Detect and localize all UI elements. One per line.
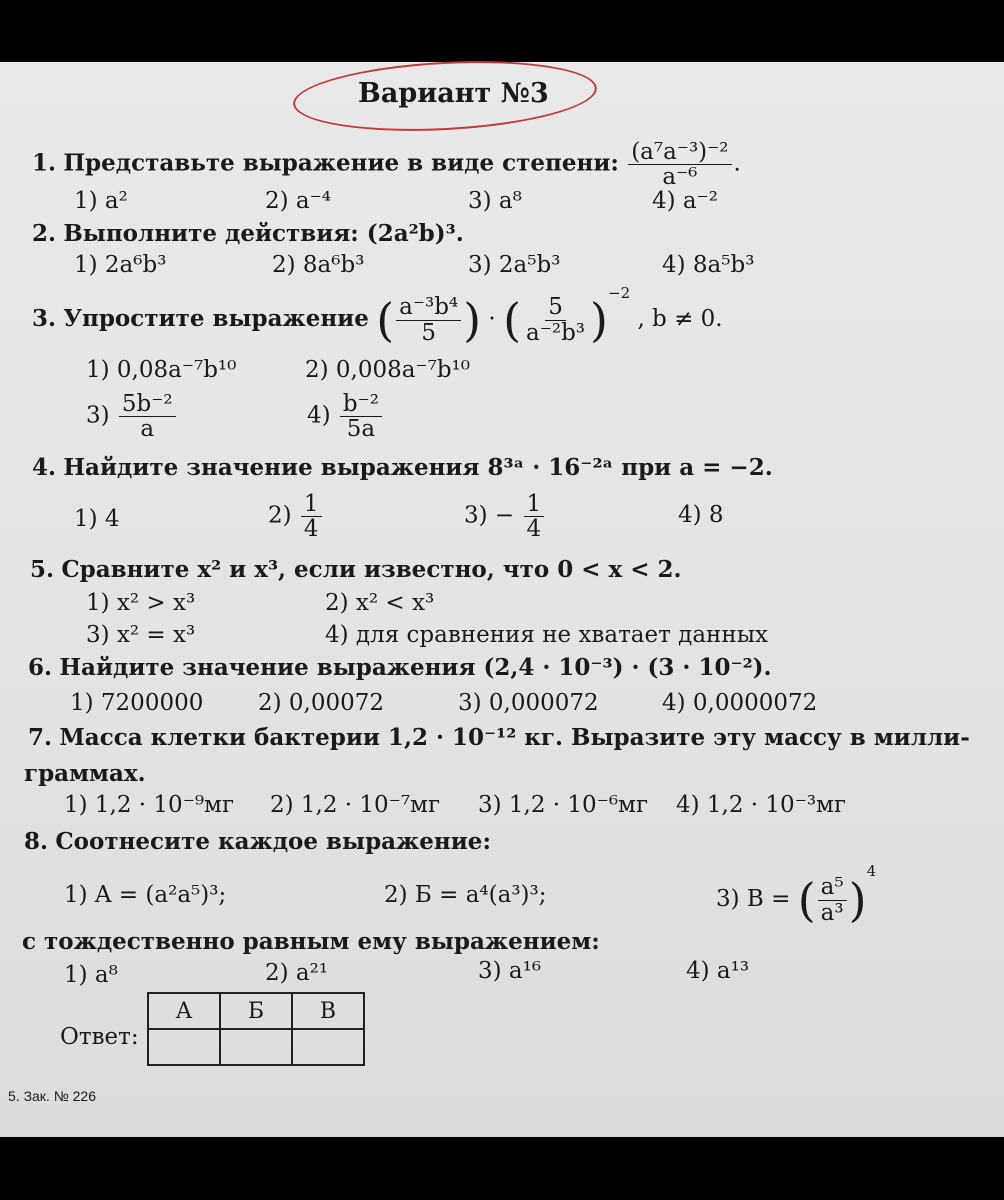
q3-exponent: −2 — [608, 284, 631, 302]
q6-option-3: 3) 0,000072 — [458, 690, 599, 716]
q1-number: 1. — [32, 149, 57, 177]
q3-f1-den: 5 — [421, 319, 436, 346]
answer-cell-v[interactable] — [292, 1029, 364, 1065]
q1-option-3: 3) a⁸ — [468, 188, 522, 214]
q3-option-3 — [86, 392, 178, 441]
question-1: 1. Представьте выражение в виде степени: $\frac{\text{(a⁷a⁻³)⁻²}}{\text{a⁻⁶}}$ . — [32, 139, 741, 191]
q6-option-2: 2) 0,00072 — [258, 690, 385, 716]
q3-text: Упростите выражение — [63, 305, 369, 332]
q6-option-1: 1) 7200000 — [70, 690, 204, 716]
q4-opt3-label: 3) − — [464, 502, 515, 529]
q8-number: 8. — [24, 828, 49, 855]
q2-option-1: 1) 2a⁶b³ — [74, 252, 167, 278]
q8-option-4: 4) a¹³ — [686, 958, 750, 984]
q5-option-4: 4) для сравнения не хватает данных — [325, 622, 768, 648]
q3-f2-den: a⁻²b³ — [526, 319, 586, 346]
q5-text: Сравните x² и x³, если известно, что 0 < x < 2. — [61, 556, 682, 583]
q7-text: Масса клетки бактерии 1,2 · 10⁻¹² кг. Выразите эту массу в милли- — [59, 724, 970, 751]
q1-text: Представьте выражение в виде степени: — [63, 149, 619, 177]
q3-opt4-label: 4) — [307, 402, 331, 429]
q3-opt3-fraction — [119, 392, 176, 441]
q8-e3-fraction — [818, 875, 847, 924]
q2-option-2: 2) 8a⁶b³ — [272, 252, 365, 278]
q7-option-1: 1) 1,2 · 10⁻⁹мг — [64, 792, 234, 818]
q3-opt4-den: 5a — [346, 416, 376, 443]
q3-fraction-1 — [396, 295, 461, 344]
q1-frac-den: a⁻⁶ — [662, 164, 698, 191]
q2-option-4: 4) 8a⁵b³ — [662, 252, 755, 278]
q8-option-2: 2) a²¹ — [265, 960, 329, 986]
q8-expression-v: 3) В = ( $\frac{\text{a⁵}}{\text{a³}}$ )$^4$ — [716, 862, 877, 927]
q5-option-1: 1) x² > x³ — [86, 590, 196, 616]
q4-opt3-fraction — [524, 492, 545, 541]
q7-text-continued: граммах. — [24, 760, 146, 787]
q3-opt3-label: 3) — [86, 402, 110, 429]
q2-number: 2. — [32, 220, 57, 247]
q5-option-3: 3) x² = x³ — [86, 622, 196, 648]
q1-fraction — [628, 140, 731, 189]
answer-header-a: А — [148, 993, 220, 1029]
q3-number: 3. — [32, 305, 57, 332]
q6-option-4: 4) 0,0000072 — [662, 690, 818, 716]
question-8 — [24, 828, 491, 855]
answer-table-header-row — [148, 993, 364, 1029]
q3-opt3-num: 5b⁻² — [119, 392, 176, 417]
page-title: Вариант №3 — [358, 78, 549, 109]
answer-label: Ответ: — [60, 1024, 139, 1050]
worksheet-page — [0, 62, 1004, 1137]
q5-option-2: 2) x² < x³ — [325, 590, 435, 616]
q3-f1-num: a⁻³b⁴ — [396, 295, 461, 320]
q6-number: 6. — [28, 654, 53, 681]
q8-expression-a: 1) A = (a²a⁵)³; — [64, 882, 227, 908]
q8-option-3: 3) a¹⁶ — [478, 958, 542, 984]
question-3: 3. Упростите выражение ( $\frac{\text{a⁻³b⁴}}{5}$ ) · ( $\frac{5}{\text{a⁻²b³}}$ )$^{-2}$ , b ≠ 0. — [32, 284, 723, 347]
q2-option-3: 3) 2a⁵b³ — [468, 252, 561, 278]
q3-option-1: 1) 0,08a⁻⁷b¹⁰ — [86, 357, 237, 383]
q3-f2-num: 5 — [545, 295, 566, 320]
q4-option-2 — [268, 492, 324, 541]
answer-table-input-row — [148, 1029, 364, 1065]
q1-option-1: 1) a² — [74, 188, 128, 214]
q8-e3-num: a⁵ — [818, 875, 847, 900]
question-7 — [28, 724, 970, 751]
question-6 — [28, 654, 772, 681]
q8-text-continued: с тождественно равным ему выражением: — [22, 928, 600, 955]
q3-option-4 — [307, 392, 384, 441]
question-4 — [32, 454, 773, 481]
answer-table — [147, 992, 365, 1066]
q4-text: Найдите значение выражения 8³ᵃ · 16⁻²ᵃ при a = −2. — [63, 454, 773, 481]
q4-opt2-label: 2) — [268, 502, 292, 529]
q3-opt3-den: a — [140, 416, 155, 443]
q8-e3-den: a³ — [820, 899, 844, 926]
q4-opt3-num: 1 — [524, 492, 545, 517]
q3-opt4-fraction — [340, 392, 382, 441]
q4-opt2-den: 4 — [303, 516, 319, 543]
question-5 — [30, 556, 682, 583]
q4-number: 4. — [32, 454, 57, 481]
answer-cell-b[interactable] — [220, 1029, 292, 1065]
q5-number: 5. — [30, 556, 55, 583]
q4-option-3 — [464, 492, 546, 541]
q3-option-2: 2) 0,008a⁻⁷b¹⁰ — [305, 357, 470, 383]
q7-option-2: 2) 1,2 · 10⁻⁷мг — [270, 792, 440, 818]
q3-opt4-num: b⁻² — [340, 392, 382, 417]
q7-number: 7. — [28, 724, 53, 751]
q4-option-1: 1) 4 — [74, 506, 120, 532]
q7-option-3: 3) 1,2 · 10⁻⁶мг — [478, 792, 648, 818]
q8-text: Соотнесите каждое выражение: — [55, 828, 491, 855]
q2-text: Выполните действия: (2a²b)³. — [63, 220, 464, 247]
q1-option-2: 2) a⁻⁴ — [265, 188, 331, 214]
q4-opt2-num: 1 — [301, 492, 322, 517]
question-2 — [32, 220, 464, 247]
q7-option-4: 4) 1,2 · 10⁻³мг — [676, 792, 846, 818]
q6-text: Найдите значение выражения (2,4 · 10⁻³) · (3 · 10⁻²). — [59, 654, 772, 681]
answer-cell-a[interactable] — [148, 1029, 220, 1065]
q8-option-1: 1) a⁸ — [64, 962, 118, 988]
q3-condition: , b ≠ 0. — [637, 306, 723, 332]
q1-option-4: 4) a⁻² — [652, 188, 718, 214]
q4-opt3-den: 4 — [526, 516, 542, 543]
answer-header-b: Б — [220, 993, 292, 1029]
q4-option-4: 4) 8 — [678, 502, 724, 528]
q8-e3-label: 3) В = — [716, 886, 791, 912]
answer-header-v: В — [292, 993, 364, 1029]
print-footer: 5. Зак. № 226 — [8, 1088, 96, 1104]
q1-frac-num: (a⁷a⁻³)⁻² — [628, 140, 731, 165]
q4-opt2-fraction — [301, 492, 322, 541]
q8-e3-exponent: 4 — [866, 862, 877, 880]
q8-expression-b: 2) Б = a⁴(a³)³; — [384, 882, 547, 908]
q3-fraction-2 — [523, 295, 588, 344]
